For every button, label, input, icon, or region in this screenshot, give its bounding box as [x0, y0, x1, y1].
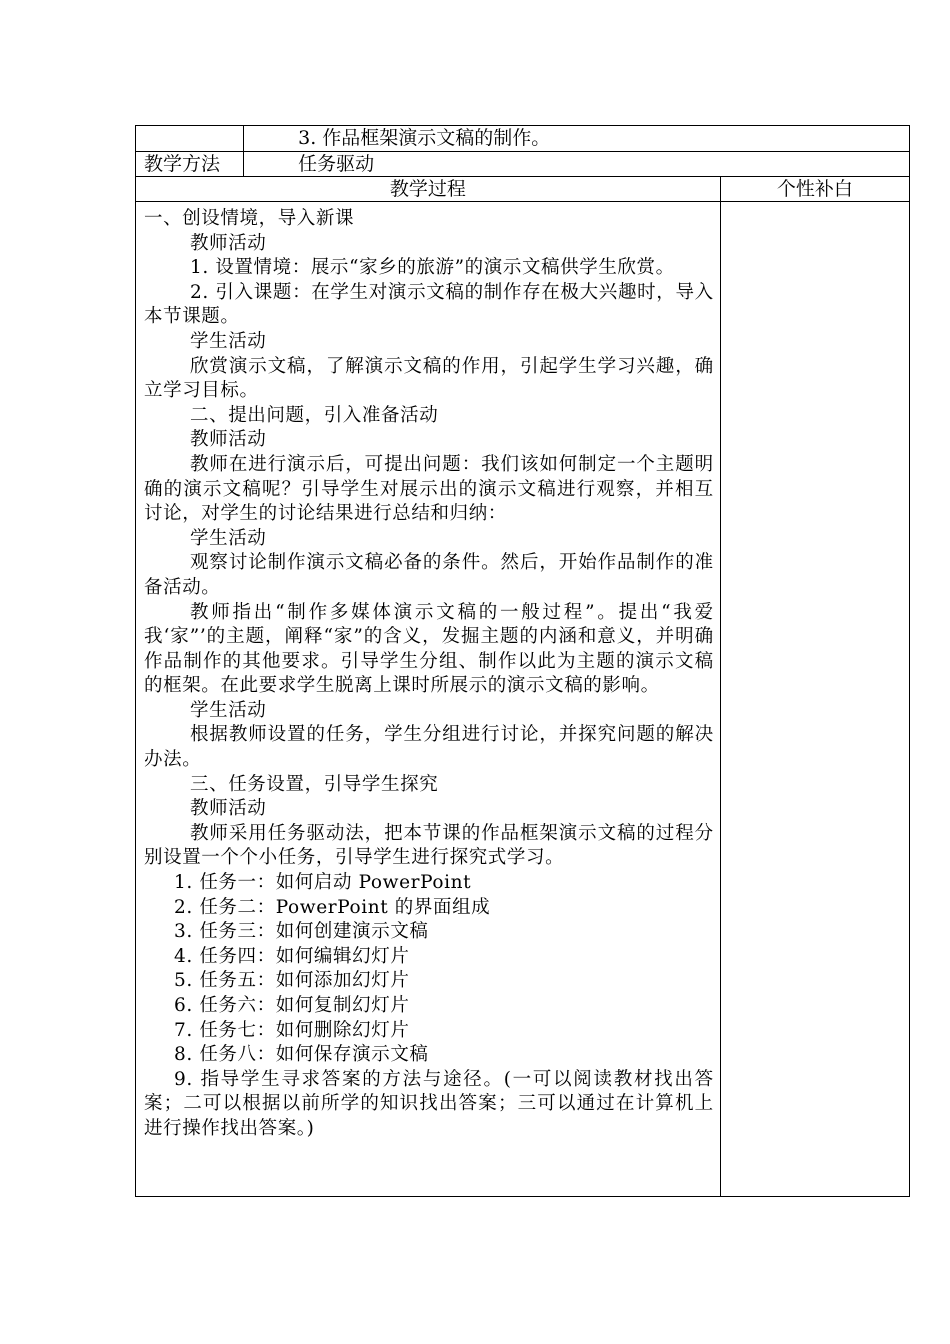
- s1-teacher-label: 教师活动: [190, 232, 267, 254]
- notes-header: 个性补白: [776, 178, 853, 200]
- task-item-8: 8. 任务八：如何保存演示文稿: [174, 1044, 429, 1066]
- s3-teacher-label: 教师活动: [190, 798, 267, 820]
- section-2-title: 二、提出问题，引入准备活动: [190, 404, 439, 426]
- process-body: [136, 202, 720, 1146]
- table-row-method: [136, 152, 910, 177]
- s2-student-label: 学生活动: [190, 527, 267, 549]
- task-item-2: 2. 任务二：PowerPoint 的界面组成: [174, 896, 491, 918]
- table-row-objective: [136, 126, 910, 152]
- row1-left-cell: [136, 126, 244, 152]
- method-value: 任务驱动: [298, 153, 375, 175]
- s1-paragraph-2: 2. 引入课题：在学生对演示文稿的制作存在极大兴趣时，导入本节课题。: [144, 281, 714, 328]
- task-item-4: 4. 任务四：如何编辑幻灯片: [174, 945, 410, 967]
- task-item-3: 3. 任务三：如何创建演示文稿: [174, 921, 429, 943]
- s1-paragraph-1: 1. 设置情境：展示“家乡的旅游”的演示文稿供学生欣赏。: [190, 257, 675, 279]
- table-row-header: [136, 177, 910, 202]
- method-label-cell: [136, 152, 244, 177]
- process-body-cell: [136, 202, 721, 1197]
- s1-paragraph-3: 欣赏演示文稿，了解演示文稿的作用，引起学生学习兴趣，确立学习目标。: [144, 355, 714, 402]
- s1-student-label: 学生活动: [190, 330, 267, 352]
- notes-body-cell: [720, 202, 909, 1197]
- notes-body: [721, 202, 909, 211]
- s3-paragraph-2: 9. 指导学生寻求答案的方法与途径。(一可以阅读教材找出答案；二可以根据以前所学的知识找出答案；三可以通过在计算机上进行操作找出答案。): [144, 1068, 714, 1139]
- lesson-plan-table: [135, 125, 910, 1197]
- section-1-title: 一、创设情境，导入新课: [144, 208, 355, 229]
- s2-student-label-2: 学生活动: [190, 699, 267, 721]
- process-header-cell: [136, 177, 721, 202]
- s2-paragraph-3: 教师指出“制作多媒体演示文稿的一般过程”。提出“我爱我‘家”’的主题，阐释“家”的含义，发掘主题的内涵和意义，并明确作品制作的其他要求。引导学生分组、制作以此为主题的演示文稿的框架。在此要求学生脱离上课时所展示的演示文稿的影响。: [144, 601, 714, 697]
- section-3-title: 三、任务设置，引导学生探究: [190, 773, 439, 795]
- s2-paragraph-1: 教师在进行演示后，可提出问题：我们该如何制定一个主题明确的演示文稿呢？引导学生对展示出的演示文稿进行观察，并相互讨论，对学生的讨论结果进行总结和归纳：: [144, 453, 714, 525]
- task-item-1: 1. 任务一：如何启动 PowerPoint: [174, 872, 472, 894]
- notes-header-cell: [720, 177, 909, 202]
- task-item-6: 6. 任务六：如何复制幻灯片: [174, 995, 410, 1016]
- objective-text: 3. 作品框架演示文稿的制作。: [298, 127, 551, 149]
- task-item-5: 5. 任务五：如何添加幻灯片: [174, 970, 410, 992]
- table-row-body: [136, 202, 910, 1197]
- process-header: 教学过程: [389, 178, 466, 200]
- objective-cell: [244, 126, 910, 152]
- method-label: 教学方法: [144, 153, 221, 175]
- s3-paragraph-1: 教师采用任务驱动法，把本节课的作品框架演示文稿的过程分别设置一个个小任务，引导学生进行探究式学习。: [144, 822, 714, 869]
- task-item-7: 7. 任务七：如何删除幻灯片: [174, 1019, 410, 1041]
- s2-teacher-label: 教师活动: [190, 429, 267, 451]
- s2-paragraph-4: 根据教师设置的任务，学生分组进行讨论，并探究问题的解决办法。: [144, 724, 714, 771]
- method-value-cell: [244, 152, 910, 177]
- s2-paragraph-2: 观察讨论制作演示文稿必备的条件。然后，开始作品制作的准备活动。: [144, 552, 714, 598]
